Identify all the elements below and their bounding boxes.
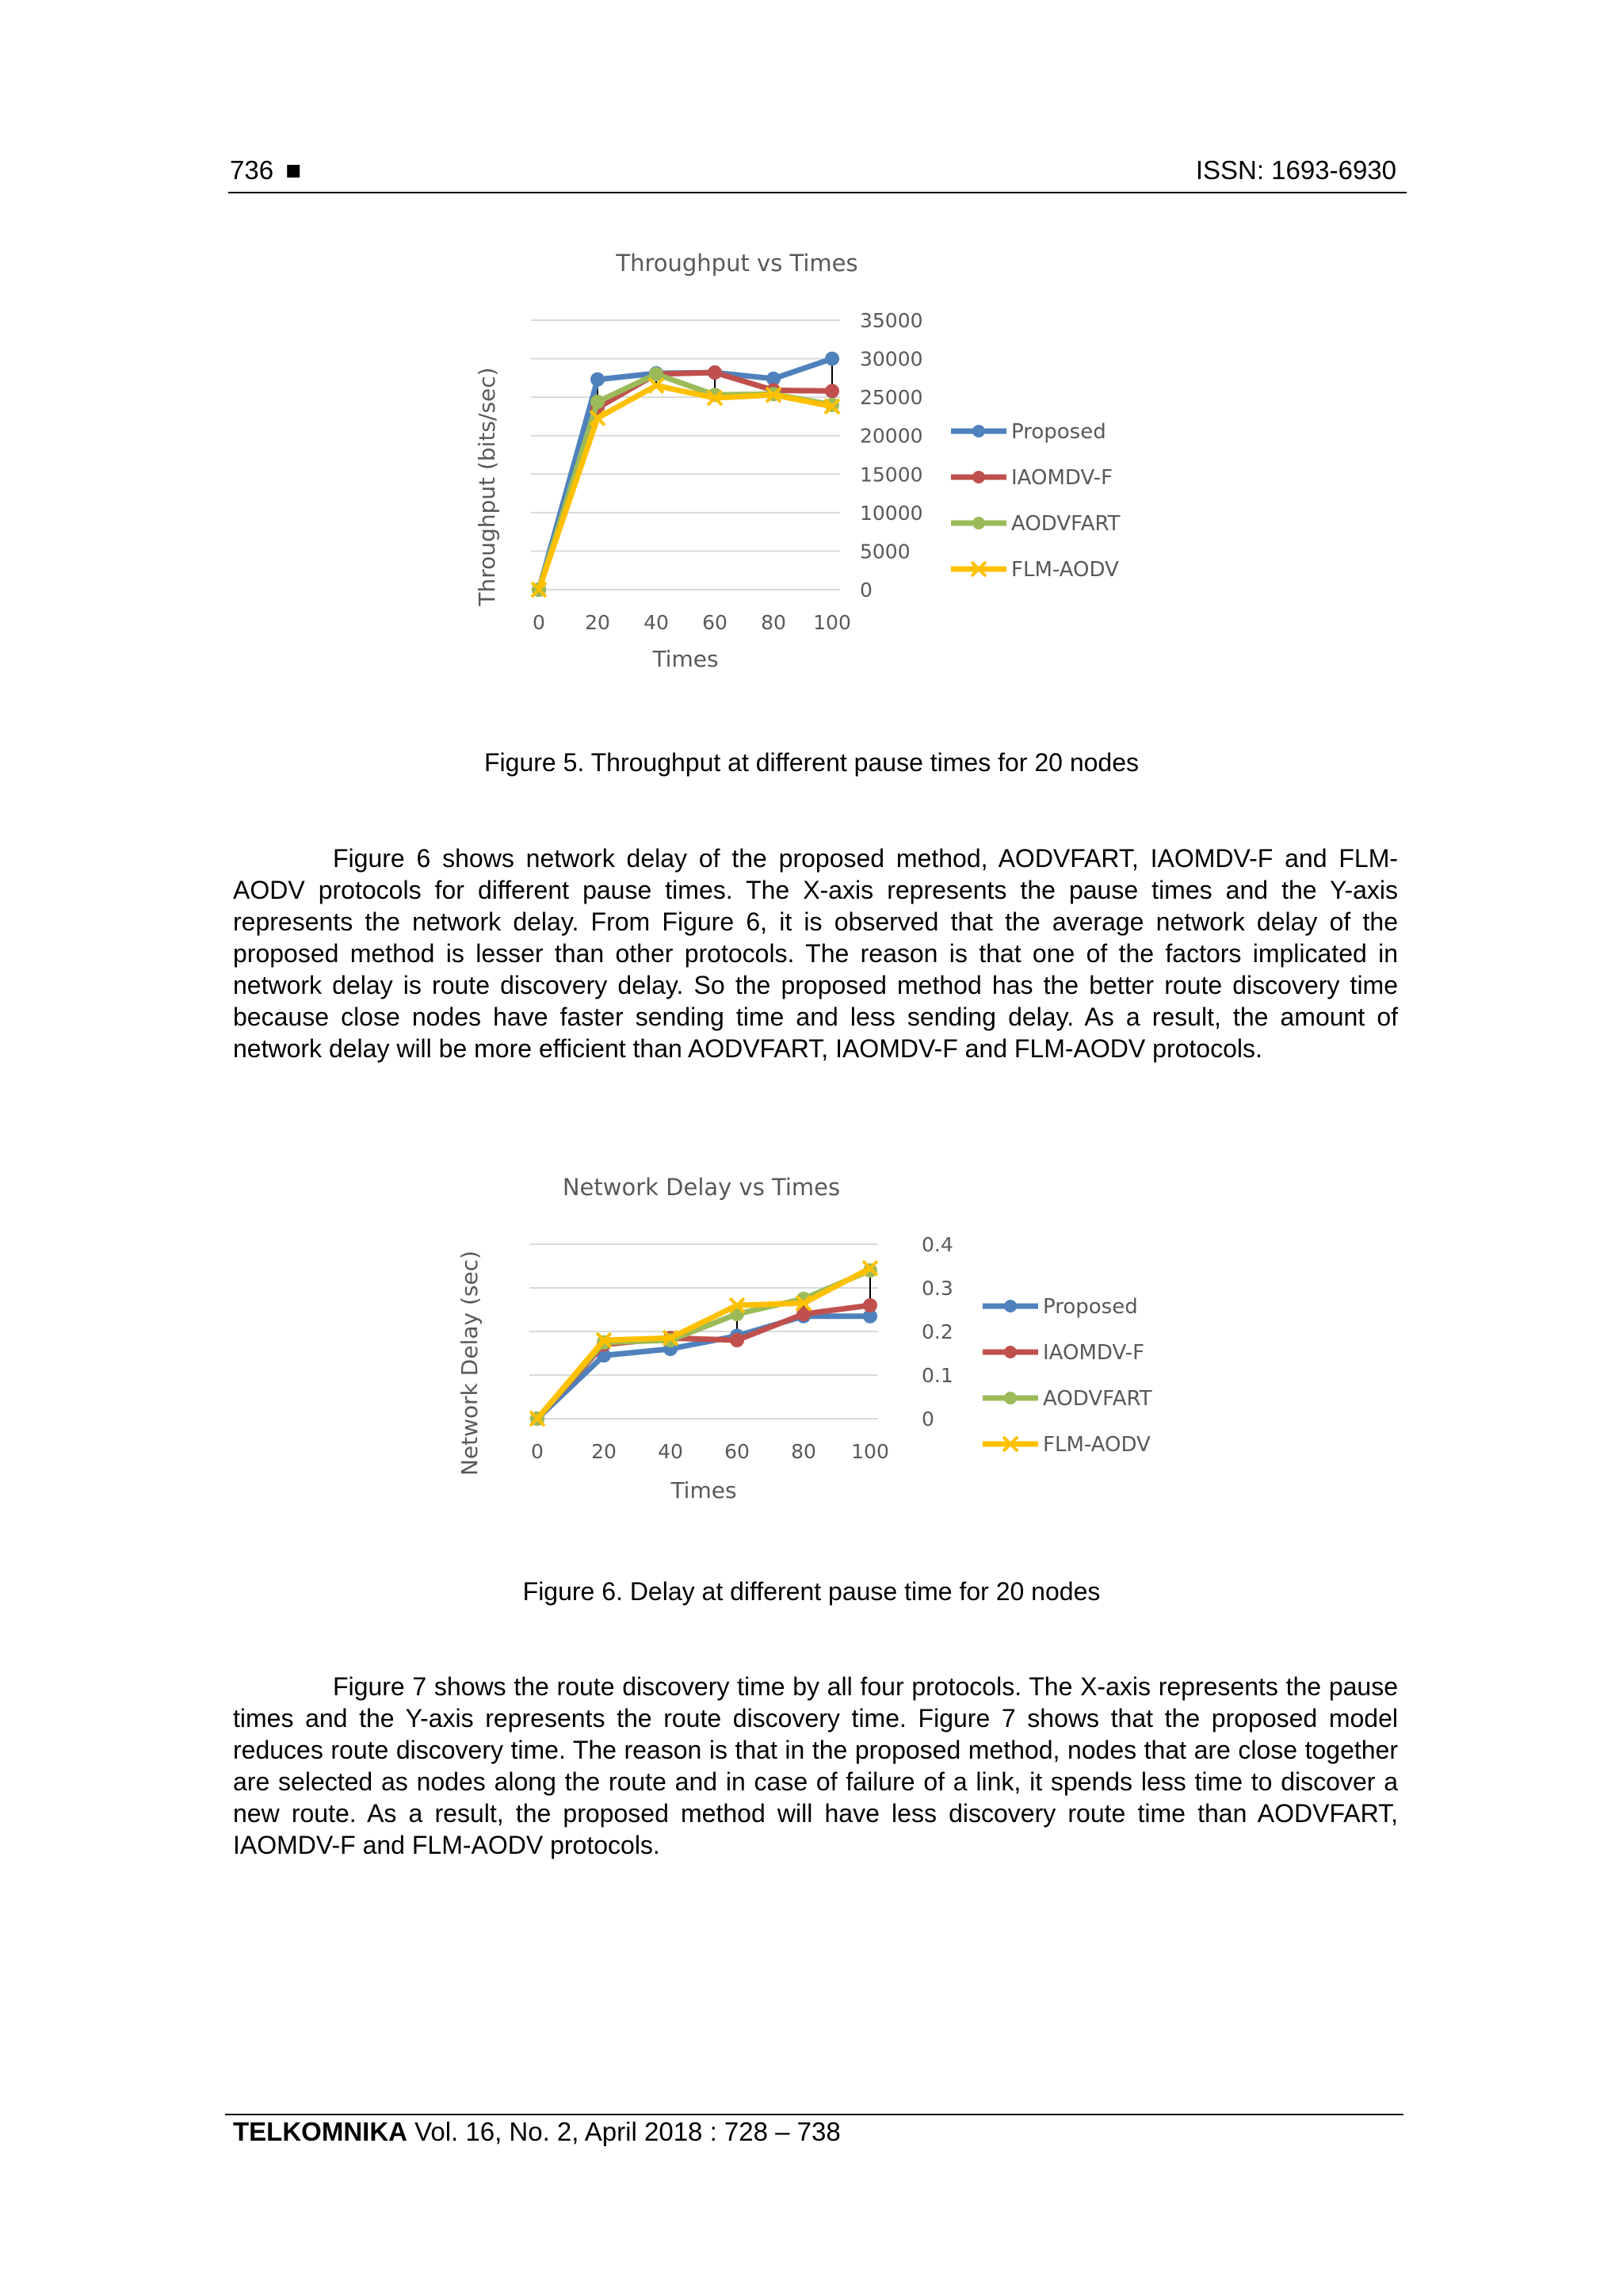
y-tick-label: 15000 — [860, 463, 923, 487]
x-tick-label: 40 — [658, 1440, 683, 1463]
legend-label: Proposed — [1011, 420, 1106, 444]
chart-title: Network Delay vs Times — [562, 1174, 841, 1201]
y-tick-label: 10000 — [860, 501, 923, 525]
throughput-chart — [475, 238, 1189, 690]
legend-marker — [1004, 1300, 1017, 1312]
legend-marker — [972, 471, 985, 483]
legend-label: FLM-AODV — [1011, 558, 1119, 582]
x-tick-label: 80 — [791, 1440, 816, 1463]
footer — [233, 2117, 841, 2147]
legend-label: Proposed — [1043, 1295, 1138, 1319]
header-rule — [228, 192, 1407, 193]
data-point-proposed — [591, 373, 604, 386]
y-tick-label: 30000 — [860, 347, 923, 371]
paragraph-2: Figure 7 shows the route discovery time by all four protocols. The X-axis represents the pause times and the Y-axis represents the route discovery time. Figure 7 shows that the proposed model reduces route discovery time. The reason is that in the proposed method, nodes that are close together are selected as nodes along the route and in case of failure of a link, it spends less time to discover a new route. As a result, the proposed method will have less discovery route time than AODVFART, IAOMDV-F and FLM-AODV protocols. — [233, 1672, 1398, 1859]
series-line-flm-aodv — [539, 386, 832, 590]
citation: Vol. 16, No. 2, April 2018 : 728 – 738 — [407, 2117, 841, 2146]
journal-name: TELKOMNIKA — [233, 2117, 407, 2146]
x-tick-label: 20 — [591, 1440, 617, 1463]
x-axis-label: Times — [670, 1477, 737, 1503]
y-tick-label: 35000 — [860, 309, 923, 332]
data-point-iaomdv-f — [708, 366, 721, 379]
y-tick-label: 0.3 — [922, 1277, 953, 1300]
data-point-proposed — [826, 353, 838, 365]
data-point-iaomdv-f — [731, 1334, 743, 1347]
legend-marker — [972, 425, 985, 437]
paragraph-1: Figure 6 shows network delay of the proposed method, AODVFART, IAOMDV-F and FLM-AODV protocols for different pause times. The X-axis represents the pause times and the Y-axis represents the network delay. From Figure 6, it is observed that the average network delay of the proposed method is lesser than other protocols. The reason is that one of the factors implicated in network delay is route discovery delay. So the proposed method has the better route discovery time because close nodes have faster sending time and less sending delay. As a result, the amount of network delay will be more efficient than AODVFART, IAOMDV-F and FLM-AODV protocols. — [233, 844, 1398, 1063]
issn: ISSN: 1693-6930 — [1195, 155, 1396, 185]
square-icon: ■ — [285, 155, 302, 185]
y-axis-label: Network Delay (sec) — [456, 1250, 483, 1477]
legend-label: FLM-AODV — [1043, 1433, 1151, 1457]
legend-marker — [1004, 1392, 1017, 1404]
y-axis-label: Throughput (bits/sec) — [474, 367, 500, 606]
legend-label: AODVFART — [1043, 1387, 1152, 1411]
x-tick-label: 60 — [702, 611, 727, 634]
y-tick-label: 25000 — [860, 386, 923, 410]
x-tick-label: 0 — [533, 611, 545, 634]
y-tick-label: 0.2 — [922, 1320, 953, 1343]
x-tick-label: 60 — [724, 1440, 750, 1463]
data-point-iaomdv-f — [864, 1299, 876, 1312]
x-tick-label: 40 — [643, 611, 669, 634]
x-tick-label: 80 — [761, 611, 786, 634]
legend-marker — [1004, 1346, 1017, 1358]
y-tick-label: 0.1 — [922, 1364, 953, 1387]
legend-label: IAOMDV-F — [1011, 466, 1113, 490]
x-tick-label: 0 — [531, 1440, 544, 1463]
footer-rule — [225, 2114, 1403, 2115]
y-tick-label: 5000 — [860, 540, 911, 563]
x-tick-label: 100 — [813, 611, 851, 634]
data-point-aodvfart — [591, 395, 604, 408]
network-delay-chart — [456, 1165, 1220, 1522]
y-tick-label: 0 — [922, 1408, 934, 1431]
legend-label: IAOMDV-F — [1043, 1341, 1145, 1365]
legend-marker — [972, 517, 985, 529]
series-line-aodvfart — [539, 374, 832, 590]
y-tick-label: 0 — [860, 579, 873, 602]
page-number-header — [230, 155, 301, 185]
x-tick-label: 20 — [585, 611, 610, 634]
series-line-iaomdv-f — [539, 372, 832, 590]
y-tick-label: 0.4 — [922, 1233, 953, 1256]
figure6-caption: Figure 6. Delay at different pause time for 20 nodes — [522, 1577, 1101, 1606]
x-tick-label: 100 — [851, 1440, 889, 1463]
page-number: 736 — [230, 155, 274, 185]
x-axis-label: Times — [652, 646, 719, 672]
data-point-aodvfart — [650, 368, 663, 380]
chart-title: Throughput vs Times — [616, 250, 858, 277]
data-point-iaomdv-f — [826, 384, 838, 397]
y-tick-label: 20000 — [860, 424, 923, 448]
figure5-caption: Figure 5. Throughput at different pause times for 20 nodes — [484, 748, 1139, 777]
legend-label: AODVFART — [1011, 512, 1121, 536]
